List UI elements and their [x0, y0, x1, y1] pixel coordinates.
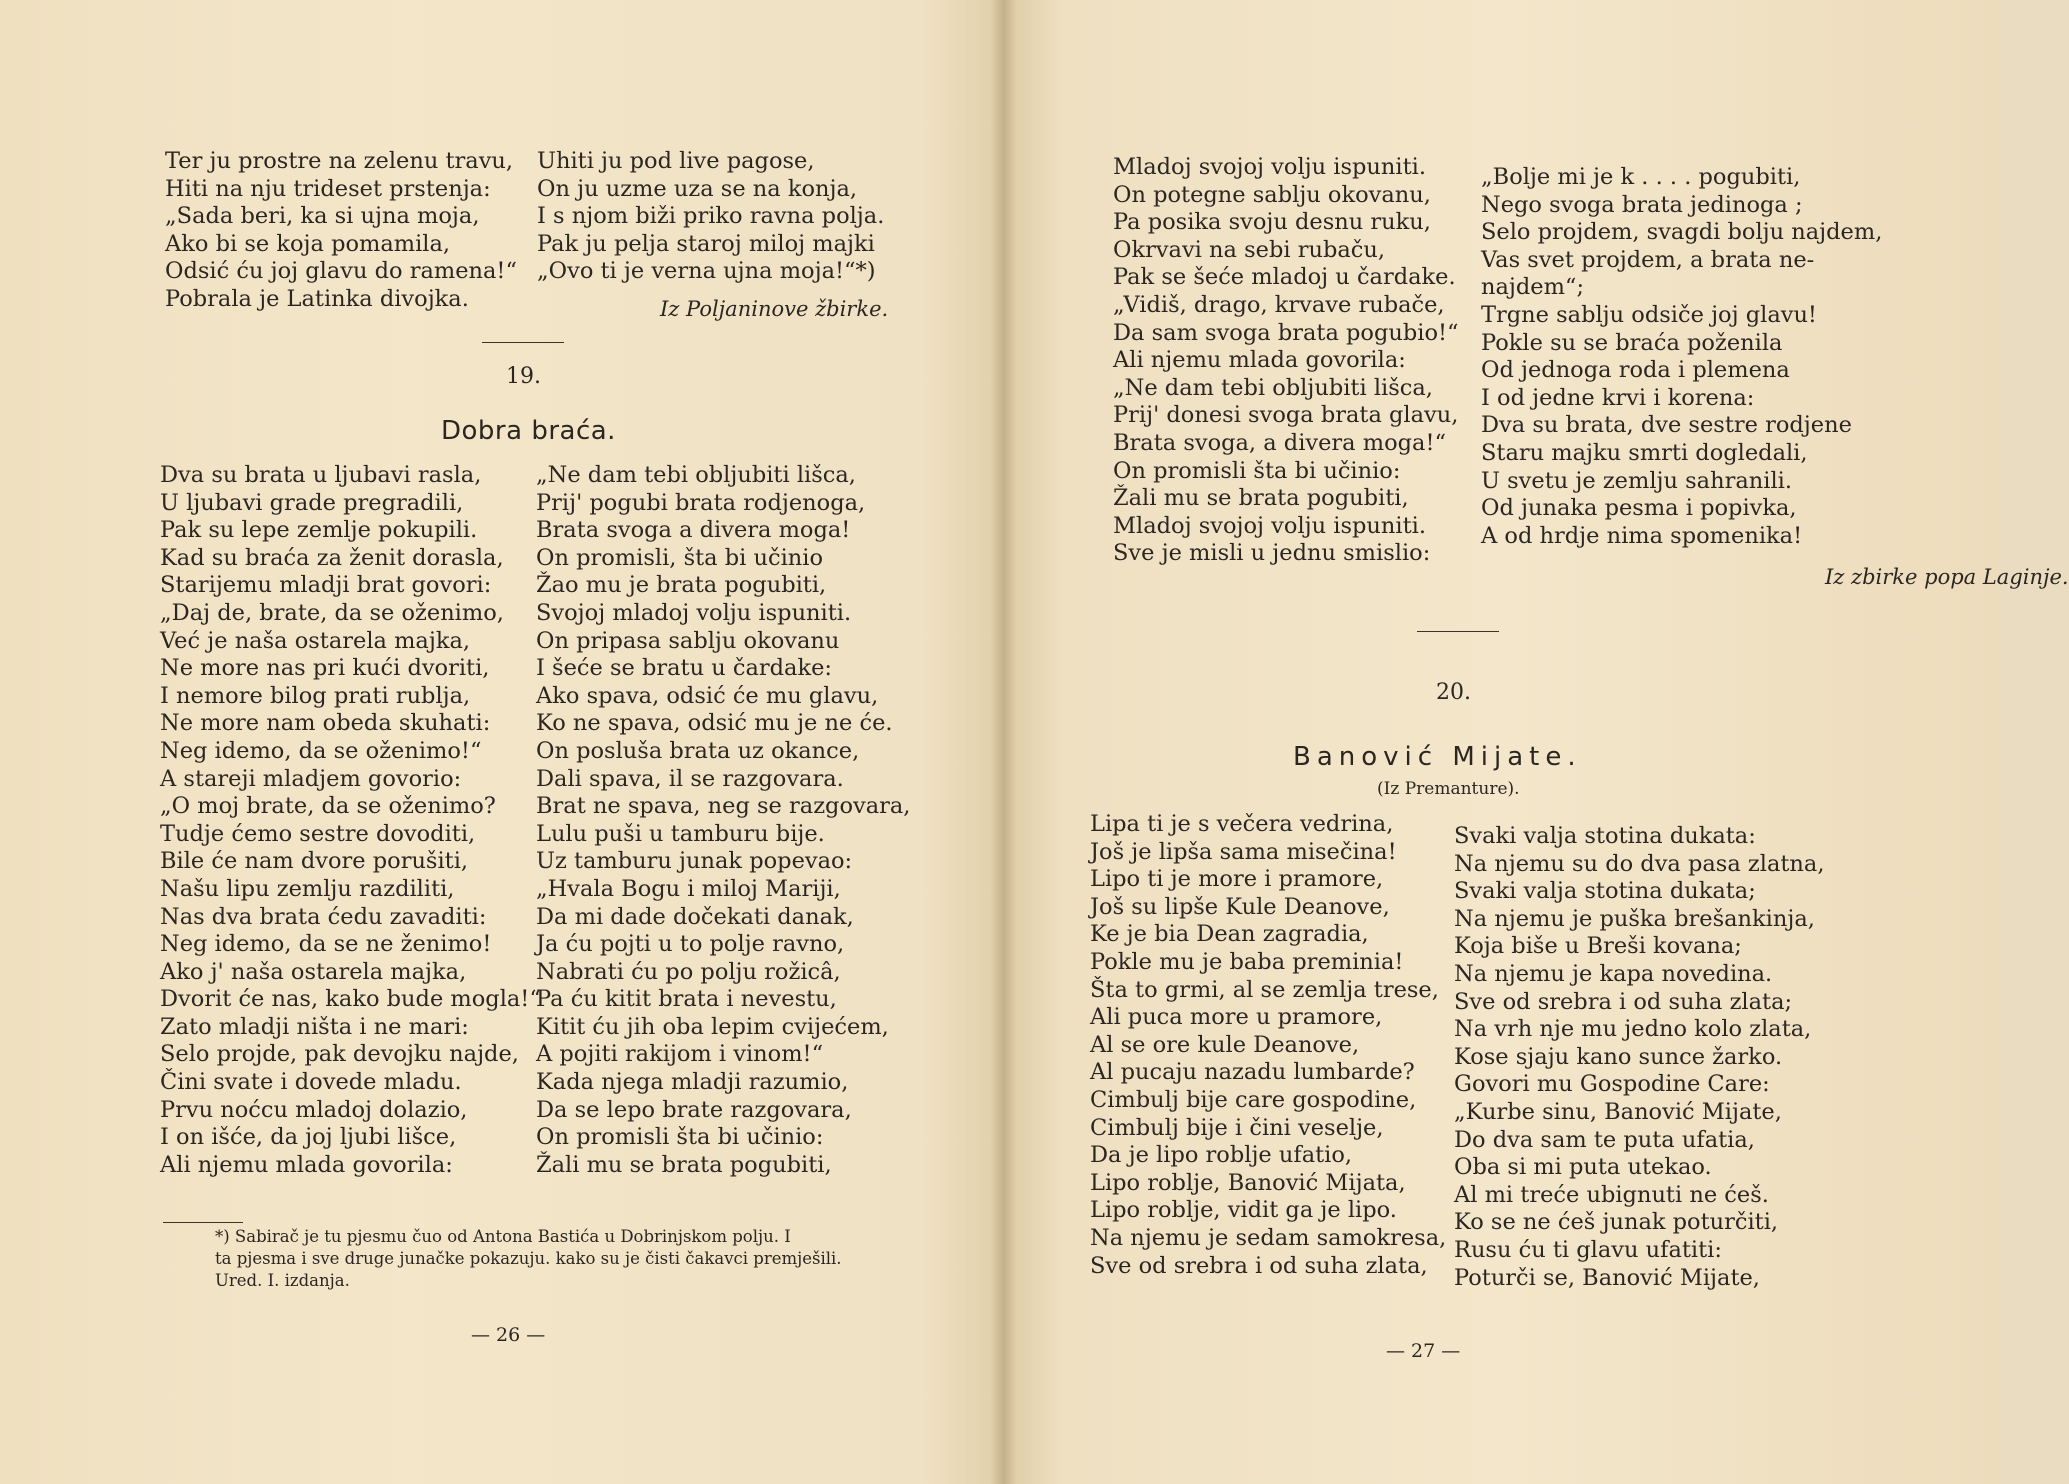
- verse-line: Ako spava, odsić će mu glavu,: [536, 682, 879, 709]
- verse-line: Još su lipše Kule Deanove,: [1090, 893, 1390, 920]
- verse-line: Kad su braća za ženit dorasla,: [160, 544, 504, 571]
- verse-line: On potegne sablju okovanu,: [1113, 181, 1431, 208]
- verse-line: Ja ću pojti u to polje ravno,: [536, 931, 845, 958]
- verse-line: Kada njega mladji razumio,: [536, 1069, 849, 1096]
- verse-line: najdem“;: [1481, 274, 1585, 301]
- verse-line: Hiti na nju trideset prstenja:: [165, 175, 491, 202]
- verse-line: Lipa ti je s večera vedrina,: [1090, 811, 1394, 837]
- verse-line: Našu lipu zemlju razdiliti,: [160, 875, 455, 902]
- verse-line: Ke je bia Dean zagradia,: [1090, 921, 1369, 948]
- verse-line: Dva su brata u ljubavi rasla,: [160, 462, 482, 488]
- verse-line: I šeće se bratu u čardake:: [536, 655, 833, 682]
- verse-line: Uz tamburu junak popevao:: [536, 848, 853, 875]
- verse-line: Nabrati ću po polju rožicâ,: [536, 958, 841, 985]
- verse-line: Prvu noćcu mladoj dolazio,: [160, 1096, 468, 1123]
- verse-line: Odsić ću joj glavu do ramena!“: [165, 258, 517, 285]
- right-page: [1003, 0, 2069, 1484]
- verse-line: Žali mu se brata pogubiti,: [536, 1151, 832, 1178]
- verse-line: Da mi dade dočekati danak,: [536, 903, 854, 930]
- verse-line: A pojiti rakijom i vinom!“: [536, 1041, 824, 1068]
- verse-line: Mladoj svojoj volju ispuniti.: [1113, 154, 1426, 180]
- verse-line: Već je naša ostarela majka,: [160, 627, 471, 654]
- verse-line: Sve je misli u jednu smislio:: [1113, 540, 1431, 567]
- right-top-right-stanza: [1481, 164, 1882, 550]
- verse-line: Uhiti ju pod live pagose,: [537, 148, 815, 174]
- left-top-right-stanza: [537, 148, 884, 286]
- verse-line: Nas dva brata ćedu zavaditi:: [160, 903, 487, 930]
- verse-line: Svaki valja stotina dukata:: [1454, 823, 1756, 849]
- verse-line: U svetu je zemlju sahranili.: [1481, 467, 1792, 494]
- verse-line: Dva su brata, dve sestre rodjene: [1481, 412, 1852, 439]
- verse-line: Neg idemo, da se oženimo!“: [160, 737, 482, 764]
- verse-line: Lipo roblje, Banović Mijata,: [1090, 1169, 1406, 1196]
- verse-line: Brat ne spava, neg se razgovara,: [536, 793, 911, 820]
- verse-line: U ljubavi grade pregradili,: [160, 489, 464, 516]
- verse-line: Al pucaju nazadu lumbarde?: [1090, 1059, 1415, 1086]
- poem-right-column: [536, 462, 910, 1179]
- verse-line: Pobrala je Latinka divojka.: [165, 285, 469, 312]
- verse-line: Ko ne spava, odsić mu je ne će.: [536, 710, 893, 737]
- verse-line: „Daj de, brate, da se oženimo,: [160, 599, 504, 626]
- page-number: — 26 —: [471, 1324, 546, 1346]
- poem-left-column: [160, 462, 541, 1179]
- book-gutter: [990, 0, 1016, 1484]
- verse-line: Cimbulj bije care gospodine,: [1090, 1086, 1417, 1113]
- verse-line: I s njom biži priko ravna polja.: [537, 203, 885, 230]
- verse-line: Lipo roblje, vidit ga je lipo.: [1090, 1197, 1397, 1224]
- verse-line: Žao mu je brata pogubiti,: [536, 572, 827, 599]
- verse-line: *) Sabirač je tu pjesmu čuo od Antona Bastića u Dobrinjskom polju. I: [215, 1227, 791, 1246]
- verse-line: Ali njemu mlada govorila:: [1113, 347, 1406, 374]
- poem-title: Dobra braća.: [441, 416, 616, 446]
- verse-line: Šta to grmi, al se zemlja trese,: [1090, 976, 1439, 1003]
- verse-line: Još je lipša sama misečina!: [1090, 838, 1397, 865]
- verse-line: „Sada beri, ka si ujna moja,: [165, 203, 480, 230]
- verse-line: Ali njemu mlada govorila:: [160, 1151, 453, 1178]
- verse-line: ta pjesma i sve druge junačke pokazuju. kako su je čisti čakavci premješili.: [215, 1249, 842, 1268]
- section-divider: [1417, 631, 1499, 632]
- verse-line: Sve od srebra i od suha zlata;: [1454, 988, 1793, 1015]
- verse-line: Neg idemo, da se ne ženimo!: [160, 931, 492, 958]
- verse-line: Prij' donesi svoga brata glavu,: [1113, 402, 1459, 429]
- verse-line: Tudje ćemo sestre dovoditi,: [160, 820, 476, 847]
- verse-line: Na vrh nje mu jedno kolo zlata,: [1454, 1016, 1812, 1043]
- verse-line: Ne more nas pri kući dvoriti,: [160, 655, 490, 682]
- verse-line: Pokle mu je baba preminia!: [1090, 948, 1404, 975]
- verse-line: Da sam svoga brata pogubio!“: [1113, 319, 1459, 346]
- verse-line: „Hvala Bogu i miloj Mariji,: [536, 875, 841, 902]
- verse-line: Svaki valja stotina dukata;: [1454, 878, 1756, 905]
- verse-line: Dvorit će nas, kako bude mogla!“: [160, 986, 541, 1013]
- footnote: [215, 1226, 842, 1292]
- verse-line: Pak ju pelja staroj miloj majki: [537, 230, 875, 257]
- verse-line: Zato mladji ništa i ne mari:: [160, 1013, 469, 1040]
- verse-line: „Ovo ti je verna ujna moja!“*): [537, 258, 876, 285]
- verse-line: Rusu ću ti glavu ufatiti:: [1454, 1236, 1722, 1263]
- verse-line: On posluša brata uz okance,: [536, 737, 860, 764]
- verse-line: Pak se šeće mladoj u čardake.: [1113, 264, 1456, 291]
- verse-line: Ali puca more u pramore,: [1090, 1004, 1383, 1031]
- poem-left-column: [1090, 811, 1446, 1280]
- verse-line: Pa posika svoju desnu ruku,: [1113, 209, 1431, 236]
- verse-line: Al se ore kule Deanove,: [1090, 1031, 1360, 1058]
- verse-line: Da je lipo roblje ufatio,: [1090, 1142, 1353, 1169]
- verse-line: Od junaka pesma i popivka,: [1481, 495, 1797, 522]
- verse-line: On promisli šta bi učinio:: [1113, 457, 1401, 484]
- verse-line: Do dva sam te puta ufatia,: [1454, 1126, 1755, 1153]
- verse-line: On promisli, šta bi učinio: [536, 544, 823, 571]
- footnote-rule: [163, 1222, 243, 1223]
- verse-line: Pa ću kitit brata i nevestu,: [536, 986, 837, 1013]
- poem-title: Banović Mijate.: [1293, 742, 1582, 772]
- verse-line: Ured. I. izdanja.: [215, 1271, 350, 1290]
- verse-line: Brata svoga, a divera moga!“: [1113, 429, 1446, 456]
- verse-line: „Vidiš, drago, krvave rubače,: [1113, 291, 1445, 318]
- left-page: [0, 0, 1003, 1484]
- verse-line: Prij' pogubi brata rodjenoga,: [536, 489, 866, 516]
- verse-line: Lulu puši u tamburu bije.: [536, 820, 825, 847]
- verse-line: Mladoj svojoj volju ispuniti.: [1113, 512, 1426, 539]
- poem-subtitle: (Iz Premanture).: [1377, 779, 1520, 799]
- verse-line: Pak su lepe zemlje pokupili.: [160, 517, 478, 544]
- verse-line: Selo projde, pak devojku najde,: [160, 1041, 519, 1068]
- verse-line: I nemore bilog prati rublja,: [160, 682, 471, 709]
- verse-line: On promisli šta bi učinio:: [536, 1124, 824, 1151]
- verse-line: I on išće, da joj ljubi lišce,: [160, 1124, 457, 1151]
- verse-line: „Kurbe sinu, Banović Mijate,: [1454, 1098, 1782, 1125]
- verse-line: Selo projdem, svagdi bolju najdem,: [1481, 219, 1883, 246]
- verse-line: On pripasa sablju okovanu: [536, 627, 840, 654]
- verse-line: On ju uzme uza se na konja,: [537, 175, 858, 202]
- page-number: — 27 —: [1386, 1340, 1461, 1362]
- verse-line: A od hrdje nima spomenika!: [1481, 522, 1803, 549]
- verse-line: Na njemu je kapa novedina.: [1454, 960, 1773, 987]
- verse-line: Vas svet projdem, a brata ne-: [1481, 246, 1815, 273]
- verse-line: Koja biše u Breši kovana;: [1454, 933, 1742, 960]
- verse-line: Lipo ti je more i pramore,: [1090, 866, 1384, 893]
- verse-line: Na njemu su do dva pasa zlatna,: [1454, 850, 1825, 877]
- verse-line: Al mi treće ubignuti ne ćeš.: [1454, 1181, 1769, 1208]
- verse-line: Okrvavi na sebi rubaču,: [1113, 236, 1385, 263]
- verse-line: I od jedne krvi i korena:: [1481, 384, 1755, 411]
- verse-line: Da se lepo brate razgovara,: [536, 1096, 852, 1123]
- verse-line: Staru majku smrti dogledali,: [1481, 439, 1808, 466]
- verse-line: Trgne sablju odsiče joj glavu!: [1481, 301, 1817, 328]
- verse-line: Govori mu Gospodine Care:: [1454, 1071, 1770, 1098]
- verse-line: Cimbulj bije i čini veselje,: [1090, 1114, 1384, 1141]
- right-top-source: Iz zbirke popa Laginje.: [1825, 565, 2069, 589]
- verse-line: Na njemu je sedam samokresa,: [1090, 1224, 1447, 1251]
- verse-line: Starijemu mladji brat govori:: [160, 572, 492, 599]
- verse-line: Sve od srebra i od suha zlata,: [1090, 1252, 1428, 1279]
- verse-line: Žali mu se brata pogubiti,: [1113, 485, 1409, 512]
- verse-line: Poturči se, Banović Mijate,: [1454, 1264, 1760, 1291]
- right-top-left-stanza: [1113, 154, 1459, 568]
- verse-line: Kose sjaju kano sunce žarko.: [1454, 1043, 1783, 1070]
- verse-line: Od jednoga roda i plemena: [1481, 357, 1790, 384]
- verse-line: Svojoj mladoj volju ispuniti.: [536, 599, 852, 626]
- verse-line: Pokle su se braća poženila: [1481, 329, 1783, 356]
- verse-line: Nego svoga brata jedinoga ;: [1481, 191, 1803, 218]
- verse-line: Ter ju prostre na zelenu travu,: [165, 148, 514, 174]
- verse-line: Dali spava, il se razgovara.: [536, 765, 844, 792]
- verse-line: Na njemu je puška brešankinja,: [1454, 905, 1815, 932]
- verse-line: A stareji mladjem govorio:: [160, 765, 462, 792]
- verse-line: Oba si mi puta utekao.: [1454, 1154, 1712, 1181]
- verse-line: Kitit ću jih oba lepim cvijećem,: [536, 1013, 889, 1040]
- section-divider: [482, 342, 564, 343]
- verse-line: Ako j' naša ostarela majka,: [160, 958, 467, 985]
- poem-number: 19.: [506, 364, 541, 389]
- verse-line: Ne more nam obeda skuhati:: [160, 710, 491, 737]
- verse-line: „O moj brate, da se oženimo?: [160, 793, 496, 820]
- verse-line: Ko se ne ćeš junak poturčiti,: [1454, 1209, 1779, 1236]
- verse-line: Ako bi se koja pomamila,: [165, 230, 451, 257]
- left-top-left-stanza: [165, 148, 517, 314]
- verse-line: Čini svate i dovede mladu.: [160, 1069, 462, 1096]
- verse-line: Brata svoga a divera moga!: [536, 517, 851, 544]
- verse-line: „Bolje mi je k . . . . pogubiti,: [1481, 164, 1801, 190]
- verse-line: Bile će nam dvore porušiti,: [160, 848, 469, 875]
- verse-line: „Ne dam tebi obljubiti lišca,: [1113, 374, 1433, 401]
- verse-line: „Ne dam tebi obljubiti lišca,: [536, 462, 856, 488]
- poem-number: 20.: [1436, 680, 1471, 705]
- left-top-source: Iz Poljaninove žbirke.: [660, 297, 889, 321]
- poem-right-column: [1454, 823, 1824, 1292]
